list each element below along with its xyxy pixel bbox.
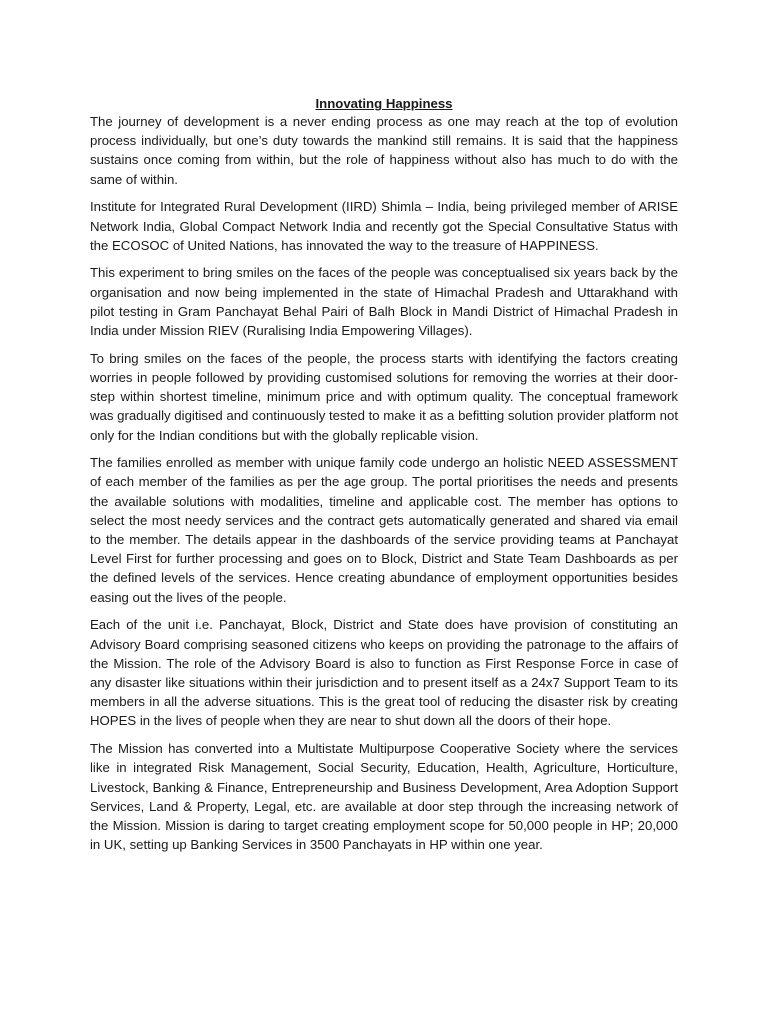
paragraph-6: Each of the unit i.e. Panchayat, Block, District and State does have provision of constituting an Advisory Board comprising seasoned citizens who keeps on providing the patronage to the affairs of the Mission. The role of the Advisory Board is also to function as First Response Force in case of any disaster like situations within their jurisdiction and to present itself as a 24x7 Support Team to its members in all the adverse situations. This is the great tool of reducing the disaster risk by creating HOPES in the lives of people when they are near to shut down all the doors of their hope. [90, 617, 678, 729]
paragraph-7: The Mission has converted into a Multistate Multipurpose Cooperative Society where the services like in integrated Risk Management, Social Security, Education, Health, Agriculture, Horticulture, Livestock, Banking & Finance, Entrepreneurship and Business Development, Area Adoption Support Services, Land & Property, Legal, etc. are available at door step through the increasing network of the Mission. Mission is daring to target creating employment scope for 50,000 people in HP; 20,000 in UK, setting up Banking Services in 3500 Panchayats in HP within one year. [90, 741, 678, 853]
paragraph-1: The journey of development is a never ending process as one may reach at the top of evolution process individually, but one’s duty towards the mankind still remains. It is said that the happiness sustains once coming from within, but the role of happiness without also has much to do with the same of within. [90, 114, 678, 187]
paragraph-2: Institute for Integrated Rural Development (IIRD) Shimla – India, being privileged member of ARISE Network India, Global Compact Network India and recently got the Special Consultative Status with the ECOSOC of United Nations, has innovated the way to the treasure of HAPPINESS. [90, 199, 678, 253]
paragraph-4: To bring smiles on the faces of the people, the process starts with identifying the factors creating worries in people followed by providing customised solutions for removing the worries at their door-step within shortest timeline, minimum price and with optimum quality. The conceptual framework was gradually digitised and continuously tested to make it as a befitting solution provider platform not only for the Indian conditions but with the globally replicable vision. [90, 350, 678, 443]
document-title: Innovating Happiness [315, 96, 453, 111]
paragraph-5: The families enrolled as member with unique family code undergo an holistic NEED ASSESSMENT of each member of the families as per the age group. The portal prioritises the needs and presents the available solutions with modalities, timeline and applicable cost. The member has options to select the most needy services and the contract gets automatically generated and shared via email to the member. The details appear in the dashboards of the service providing teams at Panchayat Level First for further processing and goes on to Block, District and State Team Dashboards as per the defined levels of the services. Hence creating abundance of employment opportunities besides easing out the lives of the people. [90, 455, 678, 605]
paragraph-3: This experiment to bring smiles on the faces of the people was conceptualised six years back by the organisation and now being implemented in the state of Himachal Pradesh and Uttarakhand with pilot testing in Gram Panchayat Behal Pairi of Balh Block in Mandi District of Himachal Pradesh in India under Mission RIEV (Ruralising India Empowering Villages). [90, 265, 678, 339]
document-page [90, 95, 678, 863]
